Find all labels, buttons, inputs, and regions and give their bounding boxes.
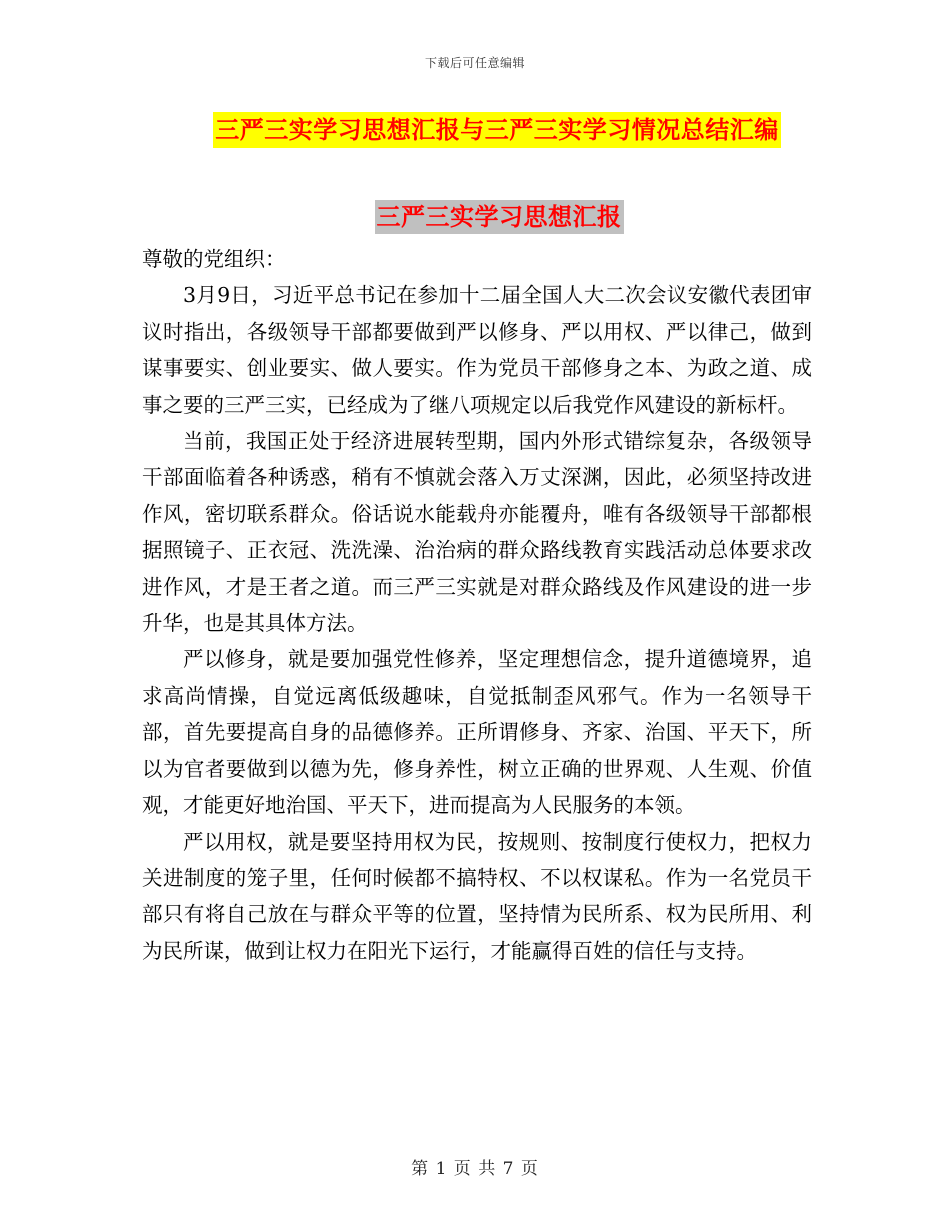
main-title: 三严三实学习思想汇报与三严三实学习情况总结汇编 (213, 112, 781, 148)
header-note: 下载后可任意编辑 (424, 56, 525, 70)
paragraph: 严以修身，就是要加强党性修养，坚定理想信念，提升道德境界，追求高尚情操，自觉远离低级趣味，自觉抵制歪风邪气。作为一名领导干部，首先要提高自身的品德修养。正所谓修身、齐家、治国、平天下，所以为官者要做到以德为先，修身养性，树立正确的世界观、人生观、价值观，才能更好地治国、平天下，进而提高为人民服务的本领。 (142, 647, 812, 818)
main-title-container (0, 112, 950, 148)
section-title: 三严三实学习思想汇报 (375, 200, 624, 234)
paragraph: 3月9日，习近平总书记在参加十二届全国人大二次会议安徽代表团审议时指出，各级领导干部都要做到严以修身、严以用权、严以律己，做到谋事要实、创业要实、做人要实。作为党员干部修身之本、为政之道、成事之要的三严三实，已经成为了继八项规定以后我党作风建设的新标杆。 (142, 283, 812, 417)
paragraph: 严以用权，就是要坚持用权为民，按规则、按制度行使权力，把权力关进制度的笼子里，任何时候都不搞特权、不以权谋私。作为一名党员干部只有将自己放在与群众平等的位置，坚持情为民所系、权为民所用、利为民所谋，做到让权力在阳光下运行，才能赢得百姓的信任与支持。 (142, 829, 812, 963)
page-footer: 第 1 页 共 7 页 (411, 1159, 539, 1179)
section-title-container (0, 200, 950, 234)
paragraph: 当前，我国正处于经济进展转型期，国内外形式错综复杂，各级领导干部面临着各种诱惑，稍有不慎就会落入万丈深渊，因此，必须坚持改进作风，密切联系群众。俗话说水能载舟亦能覆舟，唯有各级领导干部都根据照镜子、正衣冠、洗洗澡、治治病的群众路线教育实践活动总体要求改进作风，才是王者之道。而三严三实就是对群众路线及作风建设的进一步升华，也是其具体方法。 (142, 429, 812, 636)
document-body (142, 241, 812, 969)
salutation: 尊敬的党组织： (142, 247, 286, 271)
